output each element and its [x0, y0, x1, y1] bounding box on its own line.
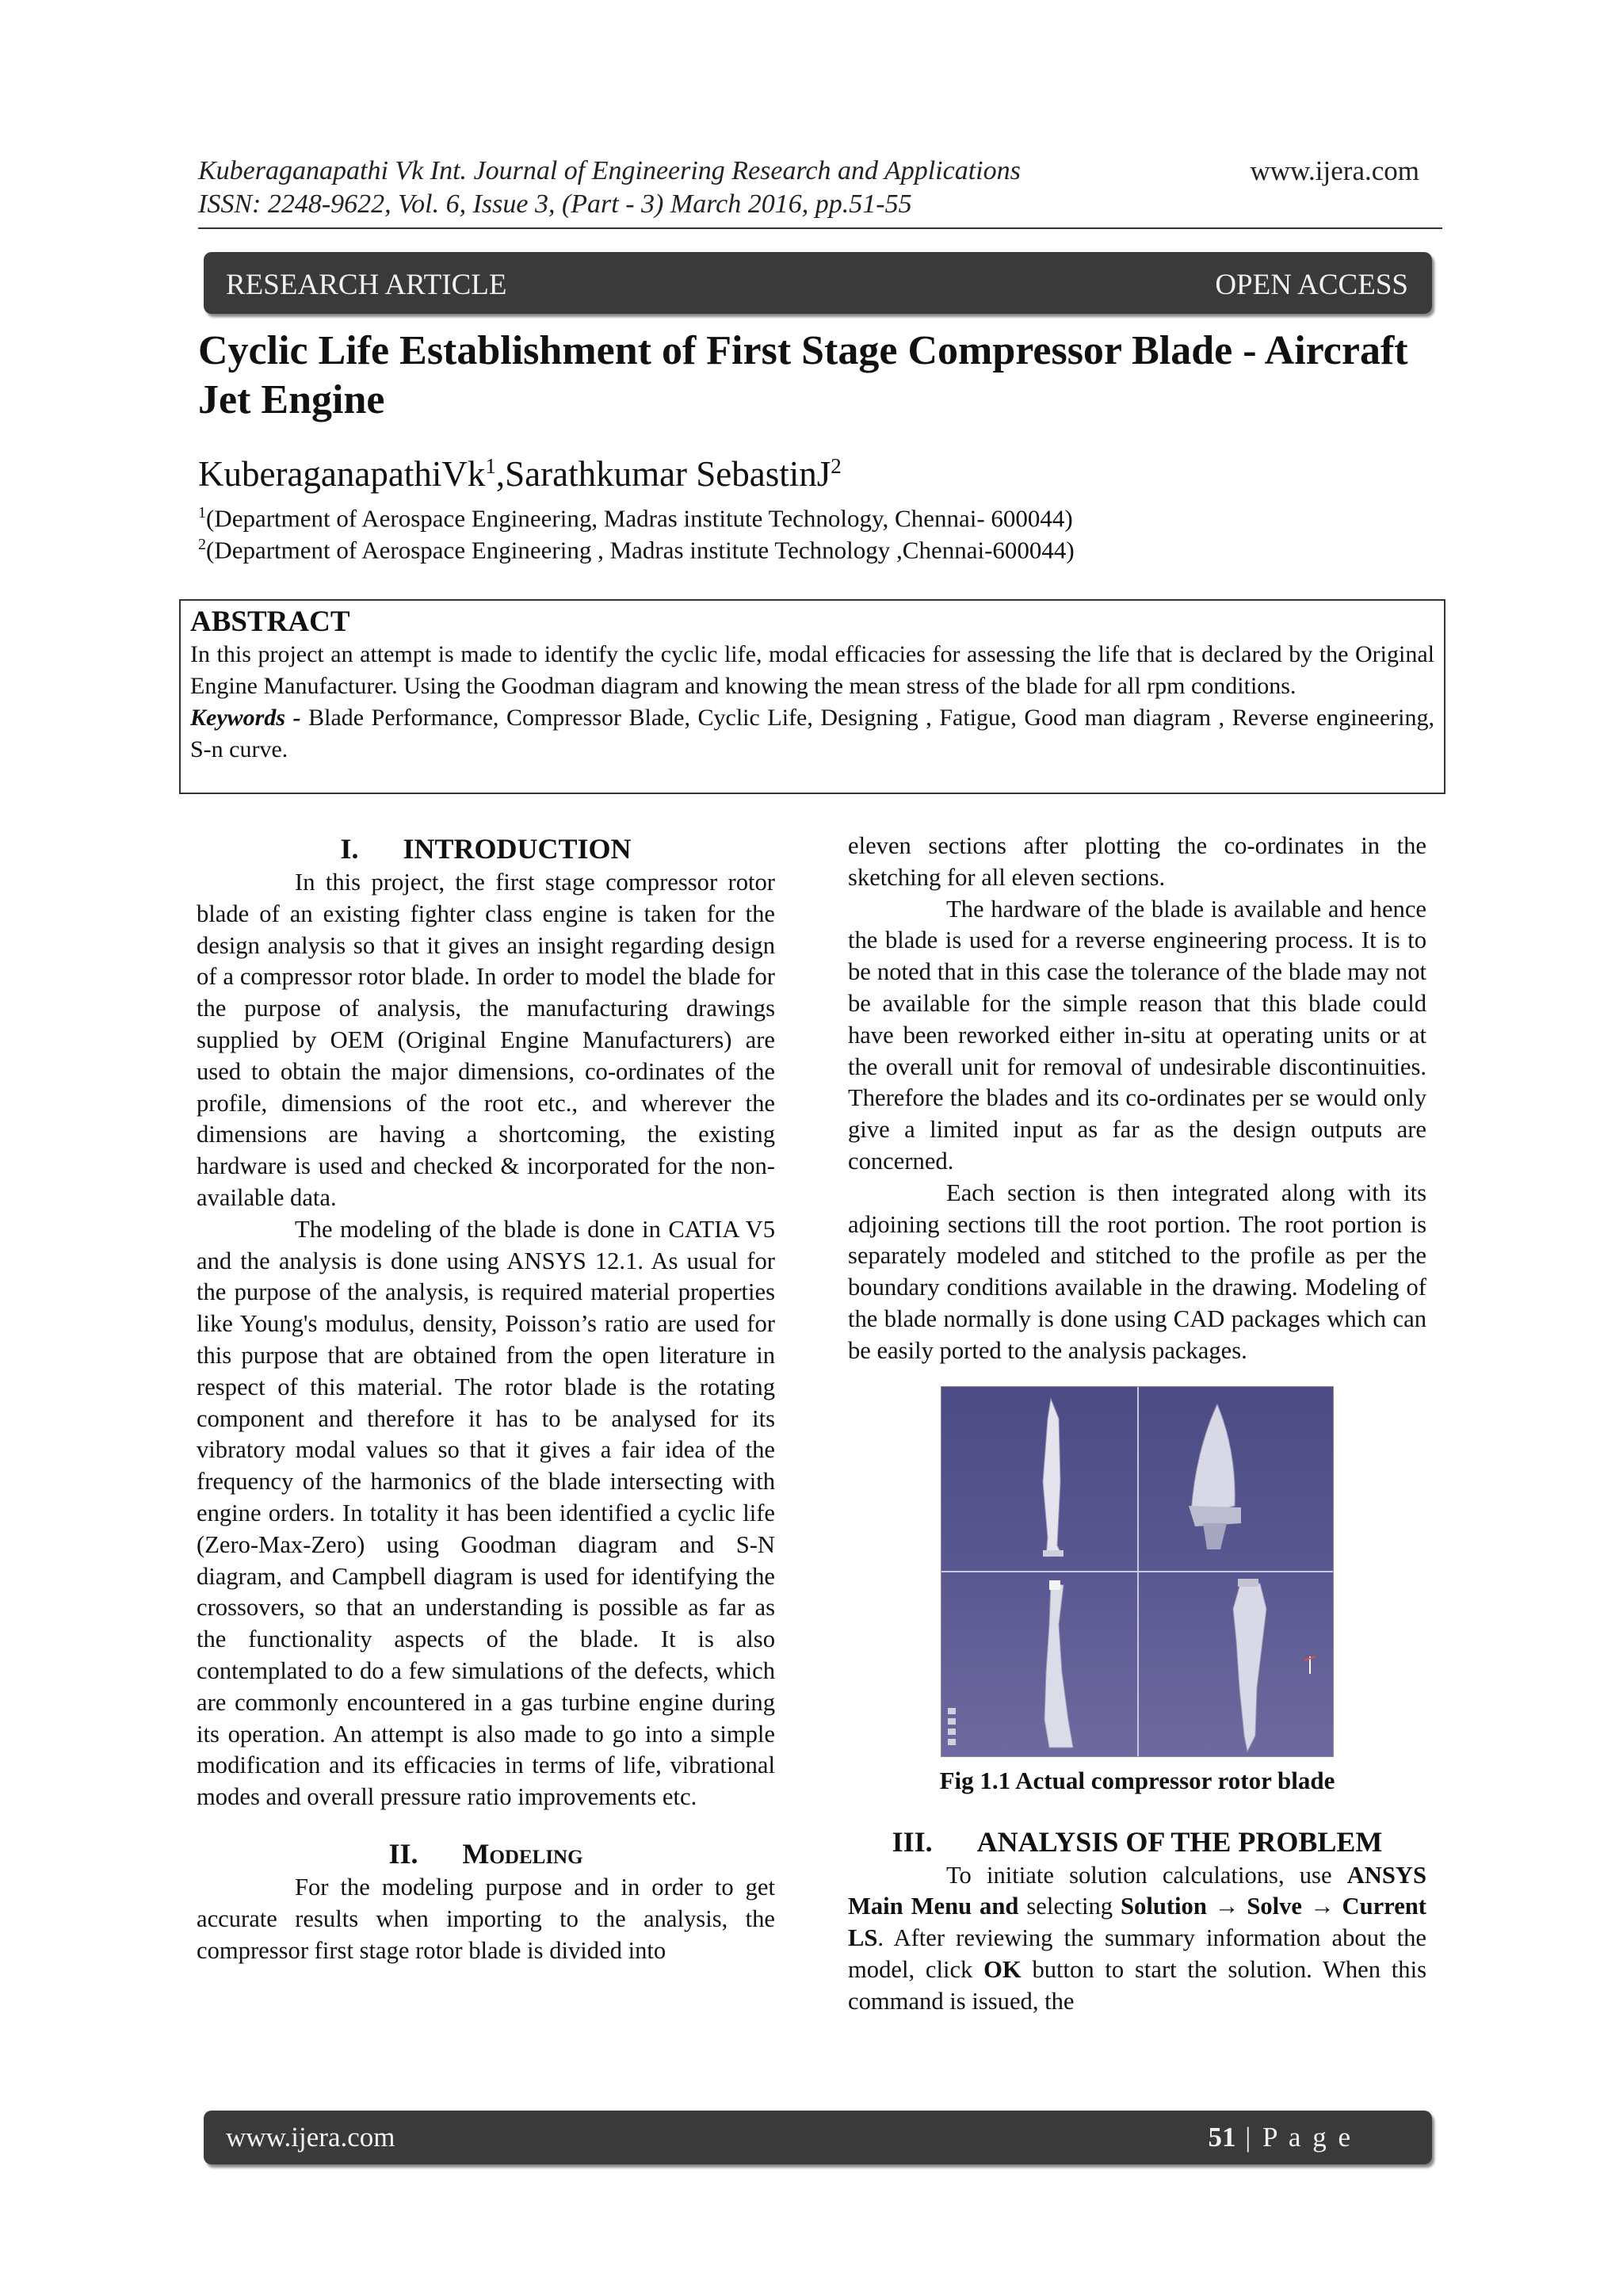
modeling-paragraph-4: Each section is then integrated along with its adjoining sections till the root portion. The root portion is separately modeled and stitched to the profile as per the boundary conditions available in the drawing. Modeling of the blade normally is done using CAD packages which can be easily ported to the analysis packages. [848, 1179, 1426, 1364]
author-2: ,Sarathkumar SebastinJ [495, 454, 831, 494]
right-column [848, 831, 1426, 2018]
paper-title: Cyclic Life Establishment of First Stage Compressor Blade - Aircraft Jet Engine [198, 328, 1408, 422]
footer-website: www.ijera.com [226, 2122, 395, 2153]
open-access-label: OPEN ACCESS [1215, 269, 1408, 301]
blade-views-image [941, 1387, 1333, 1756]
section-heading-introduction [197, 831, 775, 867]
section-heading-analysis [848, 1824, 1426, 1860]
page-footer [204, 2111, 1432, 2164]
analysis-text-4: button to start the solution. When this command is issued, the [848, 1955, 1427, 2015]
author-list [198, 453, 842, 495]
affiliation-1 [198, 504, 1073, 533]
abstract-box [179, 599, 1445, 794]
affiliation-2-mark: 2 [198, 536, 206, 553]
author-1-affil-mark: 1 [485, 454, 496, 478]
abstract-text: In this project an attempt is made to identify the cyclic life, modal efficacies for assessing the life that is declared by the Original Engine Manufacturer. Using the Goodman diagram and knowing the mean stress of the blade for all rpm conditions. [190, 641, 1434, 699]
keywords-label: Keywords - [190, 705, 309, 731]
section-title: Modeling [462, 1837, 583, 1870]
analysis-paragraph [848, 1860, 1426, 2018]
keywords [190, 702, 1434, 766]
analysis-text-2: selecting [1018, 1893, 1121, 1920]
journal-header-line-1: Kuberaganapathi Vk Int. Journal of Engineering Research and Applications [198, 156, 1021, 185]
page-number [1209, 2122, 1354, 2153]
section-title: ANALYSIS OF THE PROBLEM [976, 1825, 1383, 1858]
article-type-banner [204, 252, 1432, 314]
section-number: II. [388, 1837, 418, 1870]
affiliation-1-mark: 1 [198, 504, 206, 521]
affiliation-1-text: (Department of Aerospace Engineering, Madras institute Technology, Chennai- 600044) [206, 504, 1073, 533]
analysis-bold-1: ANSYS Main Menu and [848, 1861, 1426, 1920]
author-1: KuberaganapathiVk [198, 454, 486, 494]
section-number: I. [340, 833, 359, 865]
intro-paragraph-2: The modeling of the blade is done in CATIA V5 and the analysis is done using ANSYS 12.1. As usual for the purpose of the analysis, is required material properties like Young's modulus, density, Poisson’s ratio are used for this purpose that are obtained from the open literature in respect of this material. The rotor blade is the rotating component and therefore it has to be analysed for its vibratory modal values so that it gives a fair idea of the frequency of the harmonics of the blade intersecting with engine orders. In totality it has been identified a cyclic life (Zero-Max-Zero) using Goodman diagram and S-N diagram, and Campbell diagram is used for identifying the crossovers, so that an understanding is possible as far as the functionality aspects of the blade. It is also contemplated to do a few simulations of the defects, which are commonly encountered in a gas turbine engine during its operation. An attempt is also made to go into a simple modification and its efficacies in terms of life, vibrational modes and overall pressure ratio improvements etc. [197, 1215, 775, 1811]
header-divider [198, 227, 1442, 229]
abstract-heading: ABSTRACT [190, 606, 350, 638]
section-title: INTRODUCTION [403, 833, 632, 865]
analysis-bold-3: OK [983, 1955, 1022, 1983]
analysis-text-3: . After reviewing the summary information about the model, click [848, 1924, 1426, 1983]
modeling-paragraph-3: The hardware of the blade is available and hence the blade is used for a reverse engineering process. It is to be noted that in this case the tolerance of the blade may not be available for the simple reason that this blade could have been reworked either in-situ at operating units or at the overall unit for removal of undesirable discontinuities. Therefore the blades and its co-ordinates per se would only give a limited input as far as the design outputs are concerned. [848, 895, 1426, 1175]
section-heading-modeling [197, 1836, 775, 1872]
analysis-text-1: To initiate solution calculations, use [946, 1861, 1347, 1889]
section-number: III. [892, 1825, 933, 1858]
research-article-label: RESEARCH ARTICLE [226, 269, 507, 301]
modeling-paragraph-1: For the modeling purpose and in order to get accurate results when importing to the analysis, the compressor first stage rotor blade is divided into [197, 1873, 775, 1964]
page-number-value: 51 [1208, 2122, 1236, 2153]
journal-header-line-2: ISSN: 2248-9622, Vol. 6, Issue 3, (Part - 3) March 2016, pp.51-55 [198, 189, 912, 219]
blade-figure [941, 1386, 1334, 1757]
page-label: | P a g e [1235, 2122, 1353, 2153]
intro-paragraph-1: In this project, the first stage compressor rotor blade of an existing fighter class engine is taken for the design analysis so that it gives an insight regarding design of a compressor rotor blade. In order to model the blade for the purpose of analysis, the manufacturing drawings supplied by OEM (Original Engine Manufacturers) are used to obtain the major dimensions, co-ordinates of the profile, dimensions of the root etc., and wherever the dimensions are having a shortcoming, the existing hardware is used and checked & incorporated for the non-available data. [197, 869, 775, 1211]
author-2-affil-mark: 2 [831, 454, 842, 478]
affiliation-2 [198, 536, 1075, 564]
figure-caption: Fig 1.1 Actual compressor rotor blade [939, 1766, 1335, 1794]
affiliation-2-text: (Department of Aerospace Engineering , Madras institute Technology ,Chennai-600044) [206, 536, 1075, 564]
keywords-text: Blade Performance, Compressor Blade, Cyclic Life, Designing , Fatigue, Good man diagram , Reverse engineering, S-n curve. [190, 705, 1434, 762]
header-website: www.ijera.com [1250, 155, 1419, 186]
modeling-paragraph-2: eleven sections after plotting the co-ordinates in the sketching for all eleven sections. [848, 832, 1426, 891]
left-column [197, 831, 775, 1966]
analysis-bold-2: Solution → Solve → Current LS [848, 1893, 1426, 1952]
